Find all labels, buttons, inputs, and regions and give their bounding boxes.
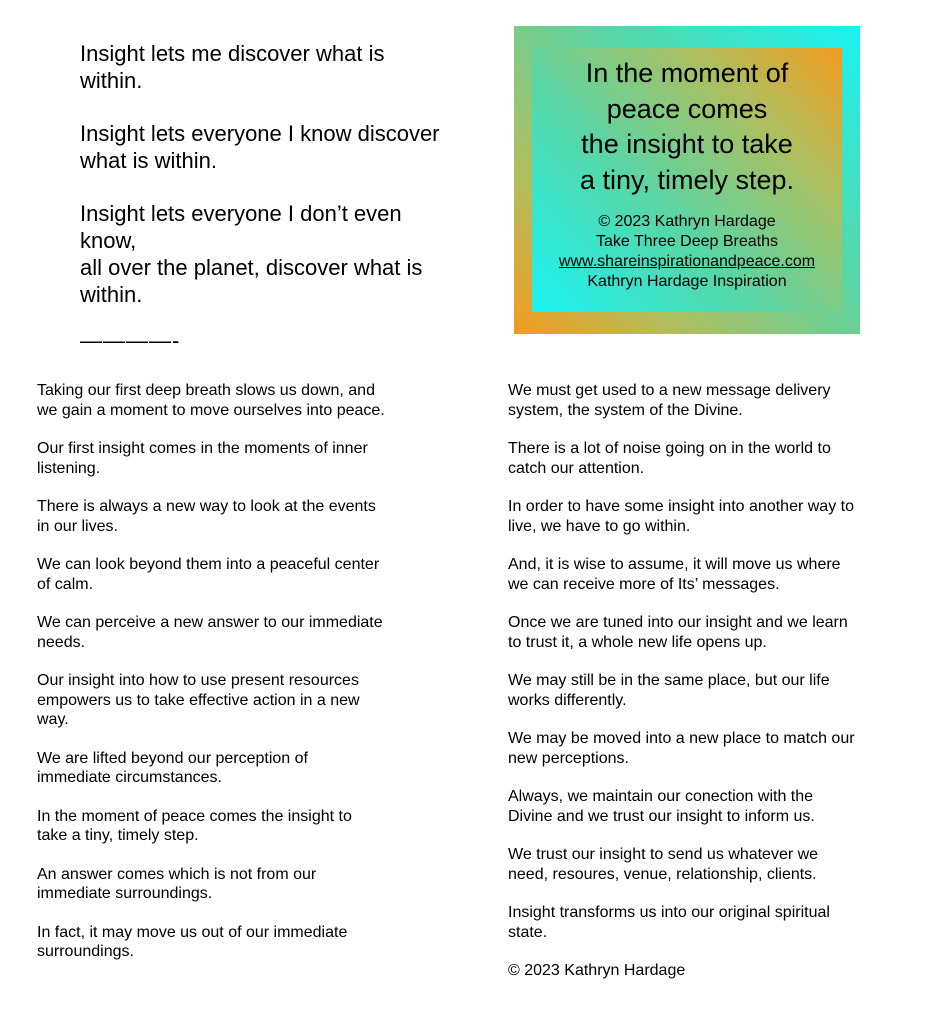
paragraph: In order to have some insight into another way to live, we have to go within. xyxy=(508,498,854,535)
left-column xyxy=(37,381,457,981)
website-link[interactable]: www.shareinspirationandpeace.com xyxy=(558,253,816,270)
paragraph: There is a lot of noise going on in the world to catch our attention. xyxy=(508,440,831,477)
paragraph: We may be moved into a new place to match our new perceptions. xyxy=(508,730,855,767)
paragraph: There is always a new way to look at the events in our lives. xyxy=(37,498,376,535)
quote-card xyxy=(514,26,860,334)
paragraph: In the moment of peace comes the insight to take a tiny, timely step. xyxy=(37,807,352,844)
copyright-footer: © 2023 Kathryn Hardage xyxy=(508,962,686,979)
intro-poem xyxy=(80,40,500,352)
paragraph: Insight transforms us into our original spiritual state. xyxy=(508,904,830,941)
card-copyright: © 2023 Kathryn Hardage xyxy=(598,213,776,230)
paragraph: We can look beyond them into a peaceful center of calm. xyxy=(37,556,380,593)
paragraph: We may still be in the same place, but our life works differently. xyxy=(508,672,830,709)
paragraph: We can perceive a new answer to our immediate needs. xyxy=(37,614,383,651)
intro-line: Insight lets everyone I know discover what is within. xyxy=(80,121,440,173)
intro-line: Insight lets me discover what is within. xyxy=(80,41,385,93)
quote-text: In the moment of peace comes the insight to take a tiny, timely step. xyxy=(579,58,795,195)
paragraph: An answer comes which is not from our immediate surroundings. xyxy=(37,865,317,902)
paragraph: We must get used to a new message delivery system, the system of the Divine. xyxy=(508,382,831,419)
paragraph: In fact, it may move us out of our immediate surroundings. xyxy=(37,923,348,960)
section-divider: ————- xyxy=(80,328,181,353)
paragraph: We are lifted beyond our perception of immediate circumstances. xyxy=(37,749,308,786)
card-brand: Kathryn Hardage Inspiration xyxy=(587,273,787,290)
card-tagline: Take Three Deep Breaths xyxy=(595,233,779,250)
paragraph: Always, we maintain our conection with the Divine and we trust our insight to inform us. xyxy=(508,788,815,825)
quote-credits xyxy=(532,212,842,292)
paragraph: We trust our insight to send us whatever we need, resoures, venue, relationship, clients. xyxy=(508,846,819,883)
paragraph: Taking our first deep breath slows us down, and we gain a moment to move ourselves into peace. xyxy=(37,382,385,419)
paragraph: Once we are tuned into our insight and we learn to trust it, a whole new life opens up. xyxy=(508,614,848,651)
quote-card-inner xyxy=(532,48,842,312)
paragraph: And, it is wise to assume, it will move us where we can receive more of Its’ messages. xyxy=(508,556,841,593)
paragraph: Our first insight comes in the moments of inner listening. xyxy=(37,440,368,477)
intro-line: Insight lets everyone I don’t even know, all over the planet, discover what is within. xyxy=(80,201,423,307)
paragraph: Our insight into how to use present resources empowers us to take effective action in a new way. xyxy=(37,672,360,728)
right-column xyxy=(508,381,908,1000)
